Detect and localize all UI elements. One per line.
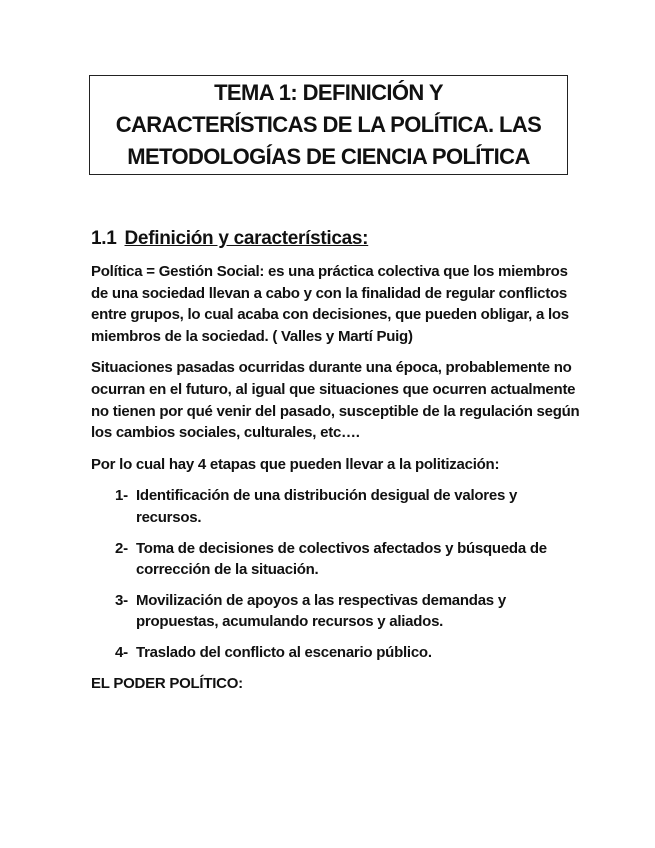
title-line-3: METODOLOGÍAS DE CIENCIA POLÍTICA [127,144,530,169]
list-marker: 2- [115,539,128,557]
title-line-1: TEMA 1: DEFINICIÓN Y [214,80,443,105]
list-item-text: Identificación de una distribución desigual de valores y recursos. [136,487,518,526]
list-item-text: Movilización de apoyos a las respectivas demandas y propuestas, acumulando recursos y aliados. [136,591,506,631]
title-box [89,75,568,175]
paragraph-definition: Política = Gestión Social: es una práctica colectiva que los miembros de una sociedad llevan a cabo y con la finalidad de regular conflictos entre grupos, lo cual acaba con decisiones, que pueden obligar, a los miembros de la sociedad. ( Valles y Martí Puig) [91,263,569,345]
list-marker: 1- [115,487,128,505]
list-item-text: Toma de decisiones de colectivos afectados y búsqueda de corrección de la situación. [136,539,547,579]
title-line-2: CARACTERÍSTICAS DE LA POLÍTICA. LAS [115,112,542,137]
section-number: 1.1 [91,228,117,249]
list-item-text: Traslado del conflicto al escenario público. [136,643,432,661]
list-marker: 4- [115,643,128,661]
section-heading [91,228,368,250]
list-item [91,538,581,581]
paragraph-stages-intro: Por lo cual hay 4 etapas que pueden llevar a la politización: [91,455,500,473]
section-heading-text: Definición y características: [124,228,369,249]
subheading-poder-politico: EL PODER POLÍTICO: [91,674,243,692]
list-item [91,642,581,664]
list-item [91,485,581,528]
paragraph-situations: Situaciones pasadas ocurridas durante una época, probablemente no ocurran en el futuro, al igual que situaciones que ocurren actualmente no tienen por qué venir del pasado, susceptible de la regulación según los cambios sociales, culturales, etc…. [91,359,580,442]
list-item [91,590,581,633]
list-marker: 3- [115,591,128,609]
document-body [91,261,581,704]
document-title [116,77,542,173]
stages-list [91,485,581,663]
